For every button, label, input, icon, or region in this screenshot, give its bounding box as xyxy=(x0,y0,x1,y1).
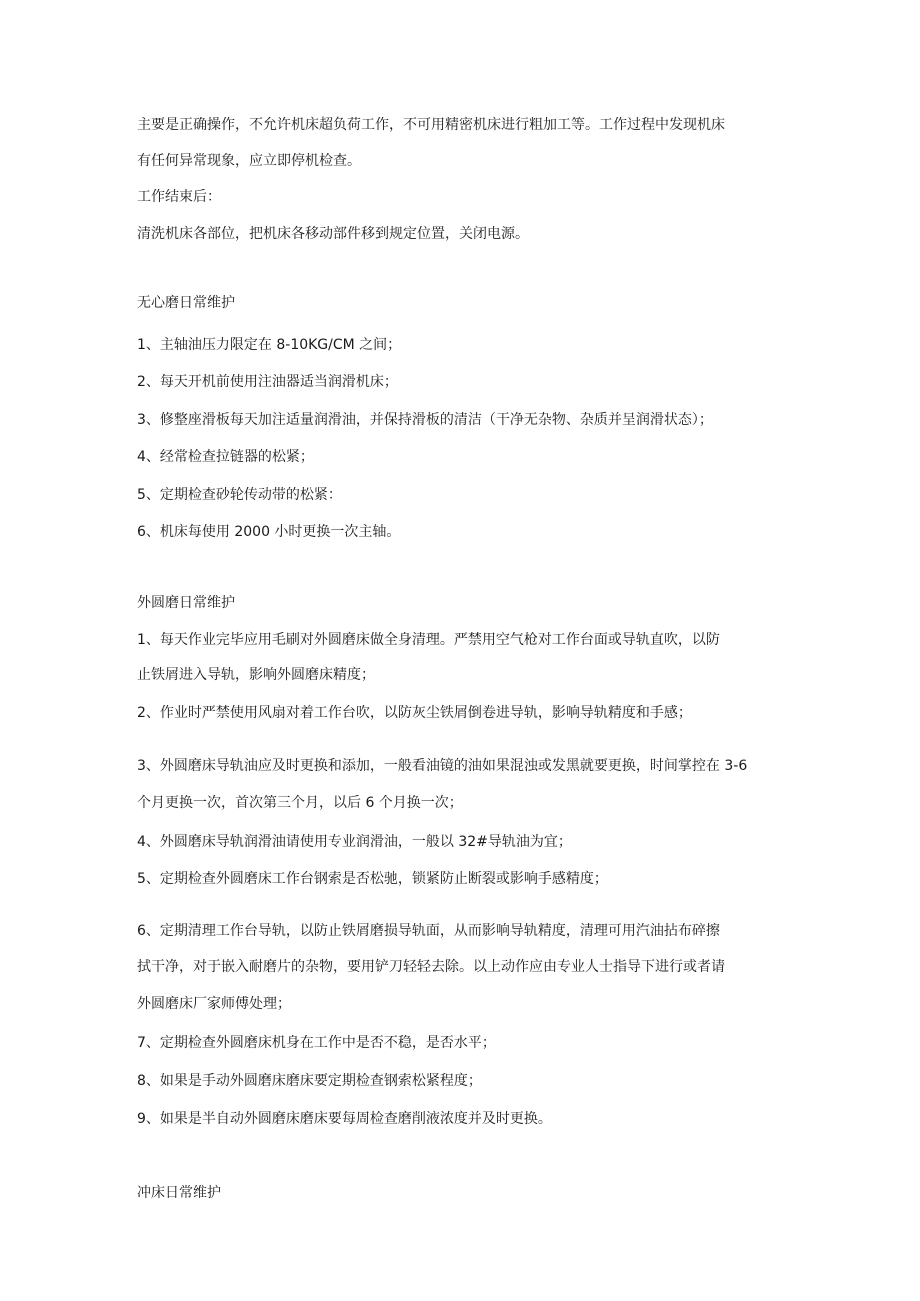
cylindrical-item-1-line-1: 1、每天作业完毕应用毛刷对外圆磨床做全身清理。严禁用空气枪对工作台面或导轨直吹，以防 xyxy=(137,632,720,648)
cylindrical-item-5: 5、定期检查外圆磨床工作台钢索是否松驰，锁紧防止断裂或影响手感精度； xyxy=(137,871,608,887)
after-work-heading: 工作结束后： xyxy=(137,189,221,205)
centerless-item-5: 5、定期检查砂轮传动带的松紧： xyxy=(137,487,342,503)
centerless-item-6: 6、机床每使用 2000 小时更换一次主轴。 xyxy=(137,524,401,540)
centerless-item-1: 1、主轴油压力限定在 8-10KG/CM 之间； xyxy=(137,337,402,353)
cylindrical-item-9: 9、如果是半自动外圆磨床磨床要每周检查磨削液浓度并及时更换。 xyxy=(137,1111,552,1127)
cylindrical-item-7: 7、定期检查外圆磨床机身在工作中是否不稳，是否水平； xyxy=(137,1035,496,1051)
press-heading: 冲床日常维护 xyxy=(137,1185,221,1201)
cylindrical-item-3-line-2: 个月更换一次，首次第三个月，以后 6 个月换一次； xyxy=(137,795,463,811)
intro-line-2: 有任何异常现象，应立即停机检查。 xyxy=(137,153,361,169)
cylindrical-item-6-line-1: 6、定期清理工作台导轨，以防止铁屑磨损导轨面，从而影响导轨精度，清理可用汽油拈布碎擦 xyxy=(137,923,720,939)
cylindrical-item-1-line-2: 止铁屑进入导轨，影响外圆磨床精度； xyxy=(137,667,375,683)
intro-line-1: 主要是正确操作，不允许机床超负荷工作，不可用精密机床进行粗加工等。工作过程中发现机床 xyxy=(137,117,725,133)
centerless-heading: 无心磨日常维护 xyxy=(137,295,235,311)
cylindrical-item-4: 4、外圆磨床导轨润滑油请使用专业润滑油，一般以 32#导轨油为宜； xyxy=(137,834,572,850)
cylindrical-item-3-line-1: 3、外圆磨床导轨油应及时更换和添加，一般看油镜的油如果混浊或发黑就要更换，时间掌控在 3-6 xyxy=(137,758,748,774)
cylindrical-item-6-line-3: 外圆磨床厂家师傅处理； xyxy=(137,996,291,1012)
cylindrical-item-8: 8、如果是手动外圆磨床磨床要定期检查钢索松紧程度； xyxy=(137,1073,482,1089)
centerless-item-3: 3、修整座滑板每天加注适量润滑油，并保持滑板的清洁（干净无杂物、杂质并呈润滑状态）； xyxy=(137,412,713,428)
cylindrical-item-2: 2、作业时严禁使用风扇对着工作台吹，以防灰尘铁屑倒卷进导轨，影响导轨精度和手感； xyxy=(137,705,692,721)
centerless-item-2: 2、每天开机前使用注油器适当润滑机床； xyxy=(137,374,398,390)
cylindrical-heading: 外圆磨日常维护 xyxy=(137,595,235,611)
centerless-item-4: 4、经常检查拉链器的松紧； xyxy=(137,449,314,465)
after-work-text: 清洗机床各部位，把机床各移动部件移到规定位置，关闭电源。 xyxy=(137,226,529,242)
cylindrical-item-6-line-2: 拭干净，对于嵌入耐磨片的杂物，要用铲刀轻轻去除。以上动作应由专业人士指导下进行或者请 xyxy=(137,959,725,975)
